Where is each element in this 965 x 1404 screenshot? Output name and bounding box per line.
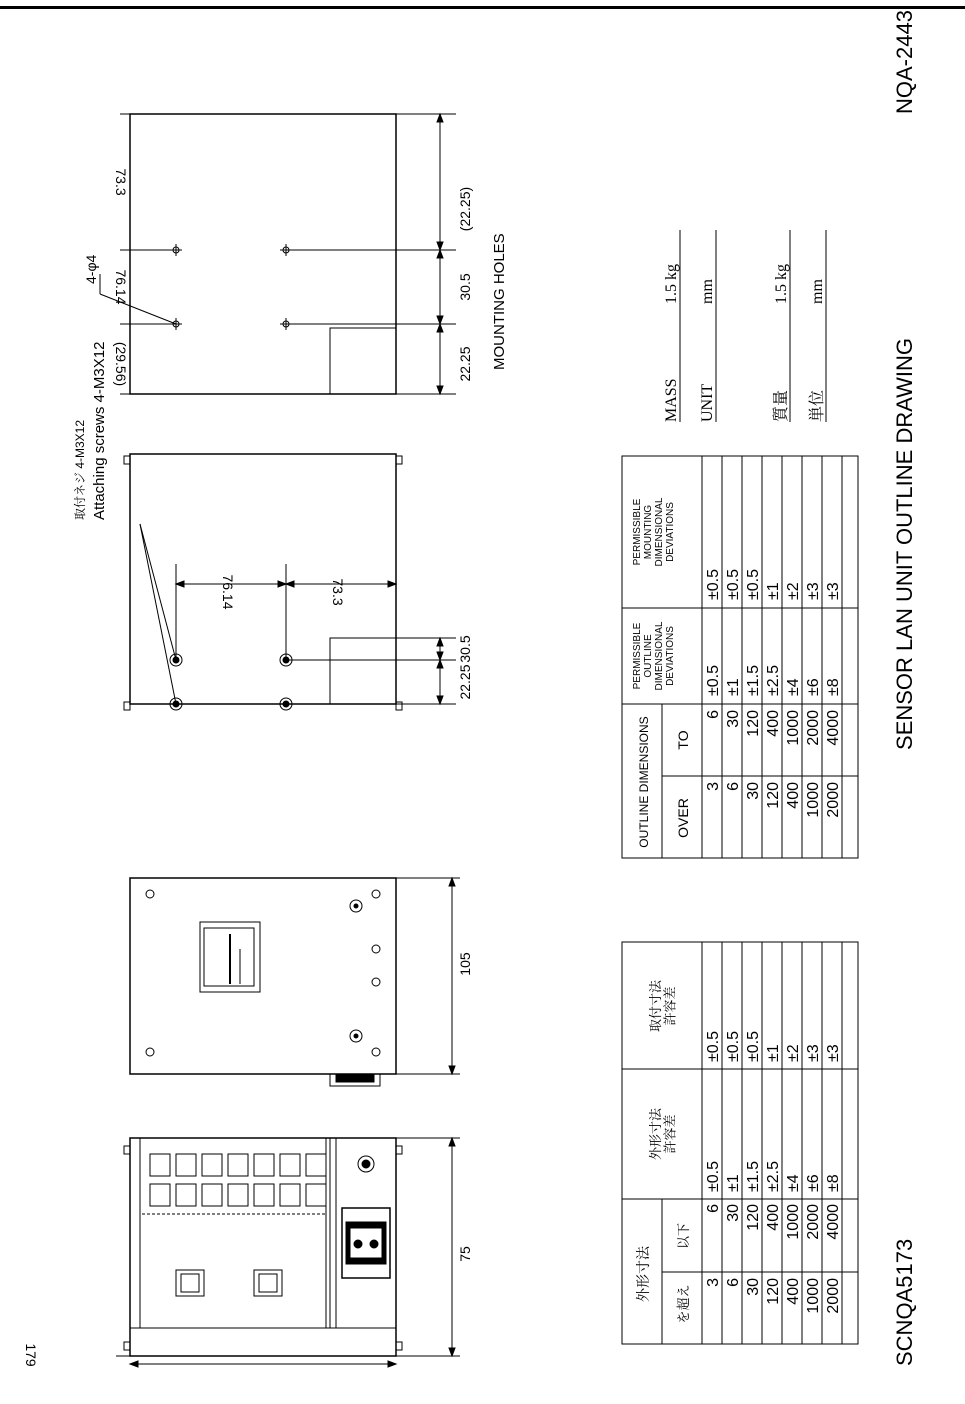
front-view: [116, 1138, 460, 1367]
table-jp-cell-r1-c2: ±1: [725, 1174, 742, 1192]
table-jp-cell-r2-c0: 30: [745, 1278, 762, 1296]
mass-value: 1.5 kg: [663, 264, 680, 304]
table-jp-cell-r6-c3: ±3: [825, 1044, 842, 1062]
table-en-cell-r4-c1: 1000: [785, 710, 802, 746]
table-en-cell-r2-c3: ±0.5: [745, 568, 762, 600]
table-jp-cell-r1-c1: 30: [725, 1204, 742, 1222]
table-en-cell-r0-c1: 6: [705, 710, 722, 719]
table-jp-cell-r1-c0: 6: [725, 1278, 742, 1287]
table-en-cell-r0-c0: 3: [705, 782, 722, 791]
drawing-number-left: SCNQA5173: [892, 1238, 917, 1366]
table-jp-cell-r2-c1: 120: [745, 1204, 762, 1231]
side-view: [124, 454, 456, 710]
dim-screw-pitch-b: 73.3: [330, 578, 346, 606]
dim-holes-x-right: 73.3: [113, 168, 129, 196]
table-jp-h-over: を超え: [676, 1284, 691, 1324]
table-jp-cell-r0-c3: ±0.5: [705, 1030, 722, 1062]
drawing-title: SENSOR LAN UNIT OUTLINE DRAWING: [892, 338, 917, 750]
table-jp-cell-r5-c0: 1000: [805, 1278, 822, 1314]
table-jp-cell-r0-c2: ±0.5: [705, 1160, 722, 1192]
table-jp-cell-r6-c0: 2000: [825, 1278, 842, 1314]
dim-holes-y3: (22.25): [457, 186, 473, 232]
table-jp-h-to: 以下: [676, 1222, 691, 1250]
unit-label-jp: 単位: [809, 389, 826, 422]
table-jp-cell-r4-c0: 400: [785, 1278, 802, 1305]
rj45-ports: [142, 1154, 326, 1296]
table-en-cell-r4-c0: 400: [785, 782, 802, 809]
dim-length: 179: [23, 1343, 39, 1367]
table-jp-cell-r3-c2: ±2.5: [765, 1160, 782, 1192]
table-jp-cell-r3-c3: ±1: [765, 1044, 782, 1062]
dim-screw-pitch-a: 76.14: [220, 574, 236, 610]
table-jp-cell-r3-c1: 400: [765, 1204, 782, 1231]
screws-label-en: Attaching screws 4-M3X12: [91, 341, 108, 520]
drawing-number-right: NQA-2443: [892, 10, 917, 114]
table-en-cell-r2-c2: ±1.5: [745, 664, 762, 696]
dim-screw-y1: 22.25: [457, 664, 473, 700]
table-en-cell-r5-c0: 1000: [805, 782, 822, 818]
mass-unit-block: [663, 230, 826, 422]
dim-holes-y2: 30.5: [457, 273, 473, 301]
table-en-cell-r1-c2: ±1: [725, 678, 742, 696]
table-jp-cell-r1-c3: ±0.5: [725, 1030, 742, 1062]
dim-holes-x-left: (29.56): [113, 341, 129, 387]
table-en-cell-r5-c3: ±3: [805, 582, 822, 600]
table-jp-cell-r4-c1: 1000: [785, 1204, 802, 1240]
mass-label-jp: 質量: [773, 389, 790, 422]
table-en-cell-r3-c3: ±1: [765, 582, 782, 600]
table-en-cell-r4-c2: ±4: [785, 678, 802, 696]
top-view: [130, 878, 460, 1086]
table-jp-cell-r5-c2: ±6: [805, 1174, 822, 1192]
table-en-cell-r4-c3: ±2: [785, 582, 802, 600]
table-en-cell-r3-c1: 400: [765, 710, 782, 737]
table-en-cell-r2-c1: 120: [745, 710, 762, 737]
table-en-cell-r2-c0: 30: [745, 782, 762, 800]
mounting-holes-label: MOUNTING HOLES: [491, 233, 508, 370]
dim-width: 75: [457, 1246, 473, 1262]
table-jp-cell-r6-c1: 4000: [825, 1204, 842, 1240]
table-jp-h-mount-tol: 取付寸法許容差: [648, 979, 678, 1033]
table-jp-rows: [705, 1031, 842, 1314]
table-jp-cell-r0-c1: 6: [705, 1204, 722, 1213]
mass-value-jp: 1.5 kg: [773, 264, 790, 304]
table-en-h-outline: OUTLINE DIMENSIONS: [637, 716, 651, 848]
table-en-cell-r0-c2: ±0.5: [705, 664, 722, 696]
table-en-cell-r0-c3: ±0.5: [705, 568, 722, 600]
table-jp-cell-r6-c2: ±8: [825, 1174, 842, 1192]
table-en-cell-r3-c2: ±2.5: [765, 664, 782, 696]
unit-value: mm: [699, 279, 716, 304]
table-jp-cell-r3-c0: 120: [765, 1278, 782, 1305]
table-jp-h-outline: 外形寸法: [635, 1246, 651, 1302]
table-en-cell-r1-c3: ±0.5: [725, 568, 742, 600]
table-jp-cell-r4-c2: ±4: [785, 1174, 802, 1192]
table-en-cell-r6-c2: ±8: [825, 678, 842, 696]
dim-screw-y2: 30.5: [457, 635, 473, 663]
holes-callout: 4-φ4: [83, 254, 99, 284]
table-jp-h-outline-tol: 外形寸法許容差: [648, 1107, 678, 1161]
dim-holes-y1: 22.25: [457, 346, 473, 382]
unit-value-jp: mm: [809, 279, 826, 304]
unit-label: UNIT: [699, 383, 716, 422]
table-en-h-to: TO: [675, 730, 691, 750]
dim-depth: 105: [457, 952, 473, 976]
table-jp-cell-r5-c1: 2000: [805, 1204, 822, 1240]
table-jp-cell-r2-c3: ±0.5: [745, 1030, 762, 1062]
table-en-h-over: OVER: [675, 798, 691, 838]
mass-label: MASS: [663, 378, 680, 422]
screws-label-jp: 取付ネジ 4-M3X12: [73, 419, 87, 520]
table-en-cell-r6-c3: ±3: [825, 582, 842, 600]
table-jp-cell-r0-c0: 3: [705, 1278, 722, 1287]
table-en-cell-r6-c0: 2000: [825, 782, 842, 818]
table-jp-cell-r5-c3: ±3: [805, 1044, 822, 1062]
bottom-view: [100, 114, 456, 394]
table-en-cell-r1-c1: 30: [725, 710, 742, 728]
table-en-h-outline-tol: PERMISSIBLEOUTLINEDIMENSIONALDEVIATIONS: [632, 621, 676, 691]
dim-holes-x-mid: 76.14: [113, 269, 129, 305]
table-en-cell-r5-c1: 2000: [805, 710, 822, 746]
table-en-h-mount-tol: PERMISSIBLEMOUNTINGDIMENSIONALDEVIATIONS: [632, 497, 676, 567]
table-en-cell-r5-c2: ±6: [805, 678, 822, 696]
table-jp-cell-r4-c3: ±2: [785, 1044, 802, 1062]
table-en-cell-r3-c0: 120: [765, 782, 782, 809]
table-en-cell-r1-c0: 6: [725, 782, 742, 791]
table-jp-cell-r2-c2: ±1.5: [745, 1160, 762, 1192]
table-en-rows: [705, 569, 842, 818]
table-en-cell-r6-c1: 4000: [825, 710, 842, 746]
